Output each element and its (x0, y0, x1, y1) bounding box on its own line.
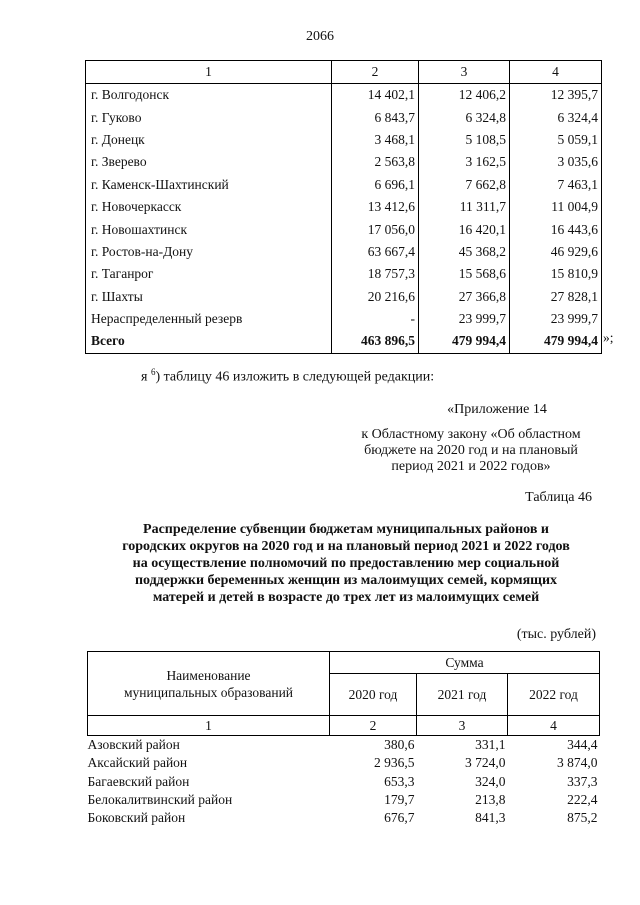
municipality-name-cell: г. Каменск-Шахтинский (86, 174, 332, 196)
table-row (86, 129, 602, 151)
amount-cell: 2 936,5 (374, 755, 415, 771)
municipality-name-cell: г. Волгодонск (86, 84, 332, 107)
amount-cell: 3 724,0 (465, 755, 506, 771)
amount-cell: 23 999,7 (419, 308, 510, 330)
name-column-header (88, 652, 330, 716)
amount-cell: 11 004,9 (510, 196, 602, 218)
appendix-line: период 2021 и 2022 годов» (391, 459, 551, 474)
subvention-table (87, 651, 600, 827)
amendment-paragraph (141, 367, 434, 386)
units-label: (тыс. рублей) (516, 627, 596, 642)
table-row (86, 218, 602, 240)
column-index: 3 (419, 61, 510, 84)
municipality-name-cell: г. Ростов-на-Дону (86, 241, 332, 263)
amount-cell: 2 563,8 (332, 151, 419, 173)
amount-cell: 23 999,7 (510, 308, 602, 330)
amount-cell: 27 366,8 (419, 286, 510, 308)
header-line: муниципальных образований (123, 684, 294, 700)
heading-line: поддержки беременных женщин из малоимущих семей, кормящих (134, 573, 558, 588)
amount-cell: 463 896,5 (332, 330, 419, 353)
amount-cell: 5 059,1 (510, 129, 602, 151)
paragraph-prefix: я (141, 369, 148, 385)
footnote-marker: 6 (150, 367, 156, 377)
amount-cell: 6 696,1 (332, 174, 419, 196)
amount-cell: 7 662,8 (419, 174, 510, 196)
amount-cell: 380,6 (384, 737, 415, 753)
amount-cell: 3 468,1 (332, 129, 419, 151)
municipality-name-cell: г. Новошахтинск (86, 218, 332, 240)
year-header: 2020 год (330, 674, 417, 716)
municipality-name-cell: Аксайский район (87, 755, 188, 771)
amount-cell: 841,3 (475, 810, 506, 826)
column-index: 1 (86, 61, 332, 84)
appendix-line: к Областному закону «Об областном (361, 427, 581, 442)
amount-cell: 479 994,4 (510, 330, 602, 353)
column-index: 1 (88, 716, 330, 736)
appendix-reference (340, 427, 602, 475)
sum-header: Сумма (330, 652, 600, 674)
amount-cell: 16 420,1 (419, 218, 510, 240)
amount-cell: 875,2 (567, 810, 598, 826)
heading-line: Распределение субвенции бюджетам муниципальных районов и (143, 522, 549, 537)
amount-cell: 6 843,7 (332, 106, 419, 128)
amount-cell: 14 402,1 (332, 84, 419, 107)
amount-cell: 331,1 (475, 737, 506, 753)
table-label: Таблица 46 (525, 490, 592, 505)
amount-cell: 12 395,7 (510, 84, 602, 107)
table-row (86, 241, 602, 263)
column-index: 4 (508, 716, 600, 736)
amount-cell: 15 810,9 (510, 263, 602, 285)
header-row (88, 652, 600, 674)
amount-cell: 337,3 (567, 773, 598, 789)
amount-cell: 11 311,7 (419, 196, 510, 218)
amount-cell: 3 874,0 (557, 755, 598, 771)
table-row (88, 754, 600, 772)
column-index: 2 (330, 716, 417, 736)
amount-cell: 45 368,2 (419, 241, 510, 263)
amount-cell: 13 412,6 (332, 196, 419, 218)
table-heading (86, 521, 606, 606)
page-number: 2066 (306, 29, 334, 44)
amount-cell: 222,4 (567, 792, 598, 808)
municipality-name-cell: г. Донецк (86, 129, 332, 151)
appendix-title: «Приложение 14 (447, 402, 547, 417)
municipality-name-cell: Всего (86, 330, 332, 353)
amount-cell: 7 463,1 (510, 174, 602, 196)
budget-table-continuation (85, 60, 602, 354)
amount-cell: 653,3 (384, 773, 415, 789)
table-row (86, 263, 602, 285)
total-row (86, 330, 602, 353)
amount-cell: 12 406,2 (419, 84, 510, 107)
table-row (88, 791, 600, 809)
table-row (88, 809, 600, 827)
municipality-name-cell: г. Таганрог (86, 263, 332, 285)
amount-cell: 18 757,3 (332, 263, 419, 285)
amount-cell: 676,7 (384, 810, 415, 826)
table-row (88, 736, 600, 755)
municipality-name-cell: г. Зверево (86, 151, 332, 173)
table-row (86, 174, 602, 196)
municipality-name-cell: Боковский район (87, 810, 186, 826)
amount-cell: 63 667,4 (332, 241, 419, 263)
amount-cell: 3 162,5 (419, 151, 510, 173)
amount-cell: 6 324,4 (510, 106, 602, 128)
paragraph-text: ) таблицу 46 изложить в следующей редакции: (155, 369, 435, 385)
column-index-row (86, 61, 602, 84)
amount-cell: 179,7 (384, 792, 415, 808)
municipality-name-cell: г. Гуково (86, 106, 332, 128)
heading-line: матерей и детей в возрасте до трех лет из малоимущих семей (152, 590, 540, 605)
municipality-name-cell: г. Новочеркасск (86, 196, 332, 218)
amount-cell: 27 828,1 (510, 286, 602, 308)
amount-cell: 17 056,0 (332, 218, 419, 240)
amount-cell: 324,0 (475, 773, 506, 789)
amount-cell: 213,8 (475, 792, 506, 808)
amount-cell: 6 324,8 (419, 106, 510, 128)
year-header: 2022 год (508, 674, 600, 716)
municipality-name-cell: Белокалитвинский район (87, 792, 233, 808)
table-row (86, 286, 602, 308)
total-suffix: »; (603, 330, 614, 345)
municipality-name-cell: г. Шахты (86, 286, 332, 308)
column-index: 4 (510, 61, 602, 84)
amount-cell: - (332, 308, 419, 330)
table-row (88, 773, 600, 791)
amount-cell: 479 994,4 (419, 330, 510, 353)
appendix-line: бюджете на 2020 год и на плановый (364, 443, 578, 458)
heading-line: на осуществление полномочий по предоставлению мер социальной (132, 556, 560, 571)
amount-cell: 20 216,6 (332, 286, 419, 308)
heading-line: городских округов на 2020 год и на плановый период 2021 и 2022 годов (122, 539, 570, 554)
table-row (86, 84, 602, 107)
table-row (86, 308, 602, 330)
municipality-name-cell: Нераспределенный резерв (86, 308, 332, 330)
municipality-name-cell: Азовский район (87, 737, 180, 753)
amount-cell: 46 929,6 (510, 241, 602, 263)
table-row (86, 151, 602, 173)
municipality-name-cell: Багаевский район (87, 773, 190, 789)
column-index: 3 (417, 716, 508, 736)
header-line: Наименование (166, 667, 251, 683)
table-row (86, 196, 602, 218)
amount-cell: 16 443,6 (510, 218, 602, 240)
amount-cell: 3 035,6 (510, 151, 602, 173)
year-header: 2021 год (417, 674, 508, 716)
amount-cell: 15 568,6 (419, 263, 510, 285)
amount-cell: 5 108,5 (419, 129, 510, 151)
table-row (86, 106, 602, 128)
column-index-row (88, 716, 600, 736)
column-index: 2 (332, 61, 419, 84)
amount-cell: 344,4 (567, 737, 598, 753)
